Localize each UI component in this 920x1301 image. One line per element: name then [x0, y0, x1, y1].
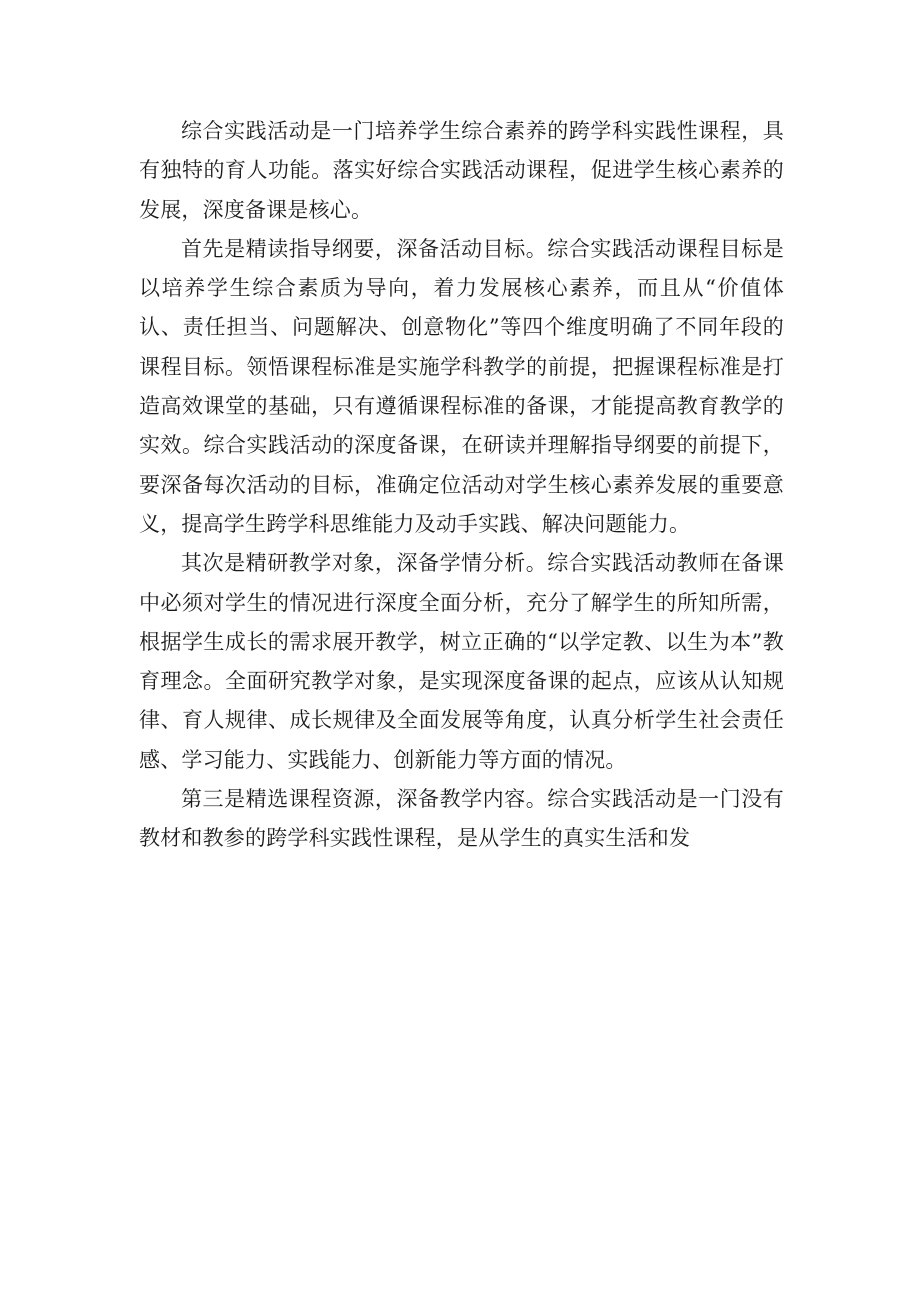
paragraph-3: 其次是精研教学对象，深备学情分析。综合实践活动教师在备课中必须对学生的情况进行深度全面分析，充分了解学生的所知所需，根据学生成长的需求展开教学，树立正确的“以学定教、以生为本”教育理念。全面研究教学对象，是实现深度备课的起点，应该从认知规律、育人规律、成长规律及全面发展等角度，认真分析学生社会责任感、学习能力、实践能力、创新能力等方面的情况。 — [139, 551, 784, 772]
document-body — [139, 112, 784, 859]
paragraph-1: 综合实践活动是一门培养学生综合素养的跨学科实践性课程，具有独特的育人功能。落实好综合实践活动课程，促进学生核心素养的发展，深度备课是核心。 — [139, 119, 784, 222]
paragraph-4: 第三是精选课程资源，深备教学内容。综合实践活动是一门没有教材和教参的跨学科实践性课程，是从学生的真实生活和发 — [139, 787, 784, 851]
paragraph-2: 首先是精读指导纲要，深备活动目标。综合实践活动课程目标是以培养学生综合素质为导向，着力发展核心素养，而且从“价值体认、责任担当、问题解决、创意物化”等四个维度明确了不同年段的课程目标。领悟课程标准是实施学科教学的前提，把握课程标准是打造高效课堂的基础，只有遵循课程标准的备课，才能提高教育教学的实效。综合实践活动的深度备课，在研读并理解指导纲要的前提下，要深备每次活动的目标，准确定位活动对学生核心素养发展的重要意义，提高学生跨学科思维能力及动手实践、解决问题能力。 — [139, 236, 784, 536]
